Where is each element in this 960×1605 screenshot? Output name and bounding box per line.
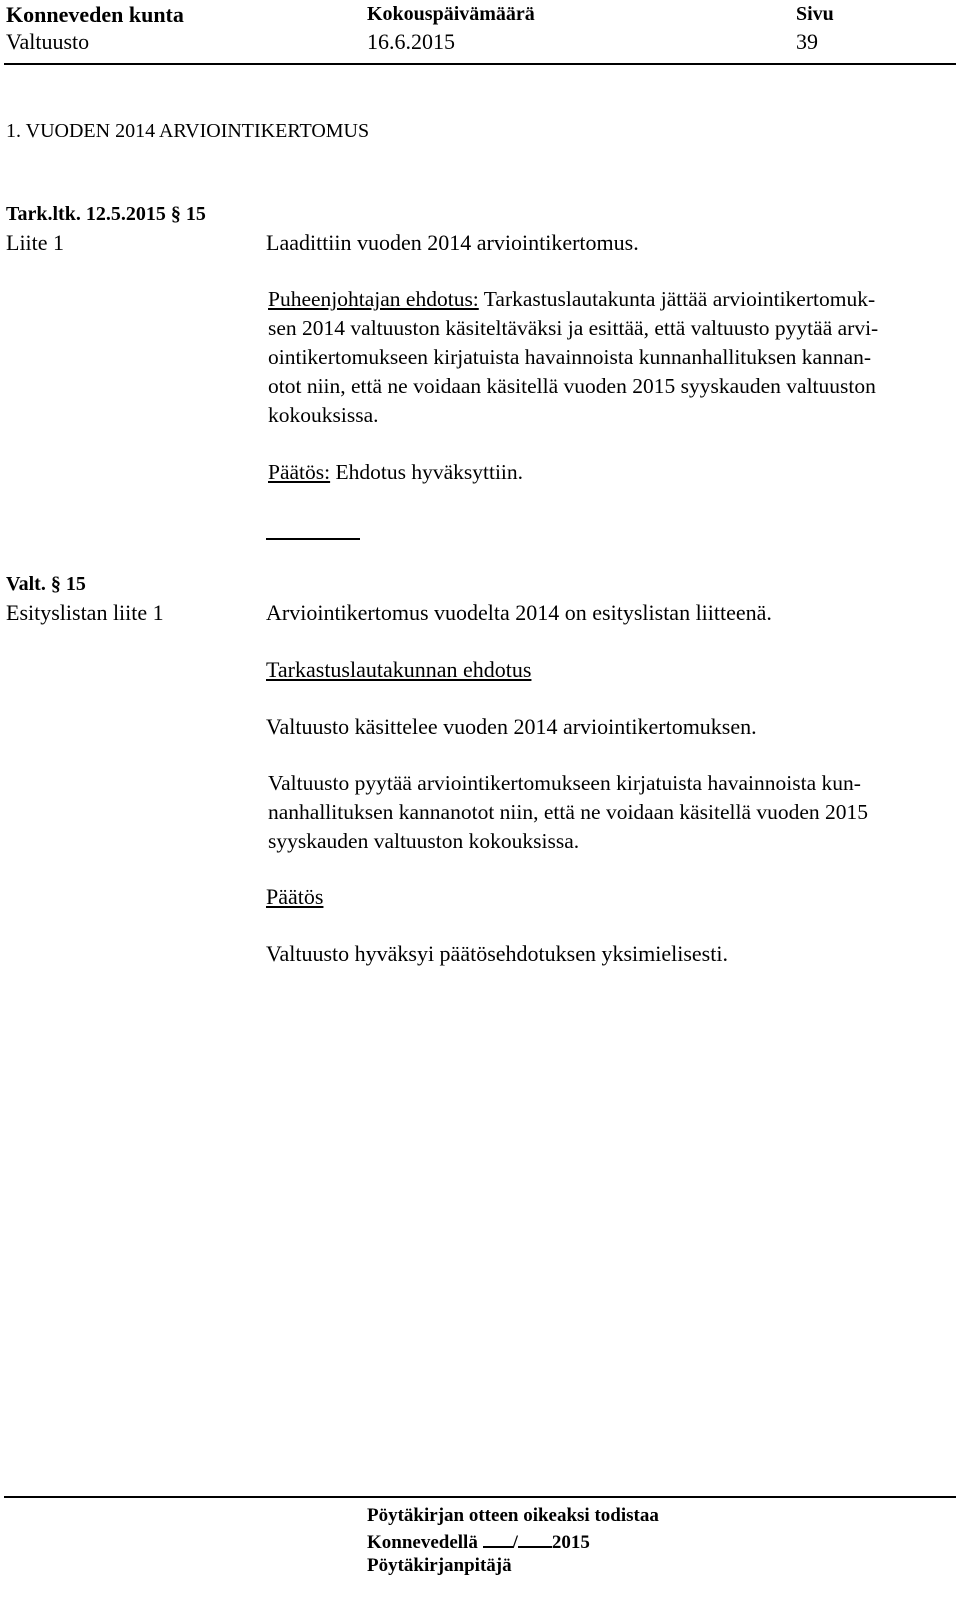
section-title: 1. VUODEN 2014 ARVIOINTIKERTOMUS [6,120,370,142]
certification-line: Pöytäkirjan otteen oikeaksi todistaa [367,1505,659,1526]
meeting-date: 16.6.2015 [367,29,455,54]
decision-label: Päätös: [268,460,331,484]
page-label: Sivu [796,3,834,25]
valt-decision-text: Valtuusto hyväksyi päätösehdotuksen yksimielisesti. [266,941,728,966]
tark-proposal-paragraph: Puheenjohtajan ehdotus: Tarkastuslautakunta jättää arviointikertomuk- sen 2014 valtuuston käsiteltäväksi ja esittää, että valtuusto pyytää arvi- ointikertomukseen kirjatuista havainnoista kunnanhallituksen kannan- otot niin, että ne voidaan käsitellä vuoden 2015 syyskauden valtuuston kokouksissa. [268,287,879,427]
day-blank [483,1528,513,1548]
tark-attachment-label: Liite 1 [6,230,65,255]
certification-place-date: Konnevedellä / 2015 [367,1528,590,1555]
section-divider [266,538,360,540]
valt-reference: Valt. § 15 [6,573,86,595]
tark-reference: Tark.ltk. 12.5.2015 § 15 [6,203,206,225]
org-name: Konneveden kunta [6,2,184,27]
valt-decision-heading: Päätös [266,884,324,909]
tark-intro: Laadittiin vuoden 2014 arviointikertomus. [266,230,639,255]
page-number: 39 [796,29,818,54]
valt-proposal-1: Valtuusto käsittelee vuoden 2014 arviointikertomuksen. [266,714,757,739]
secretary-label: Pöytäkirjanpitäjä [367,1555,512,1576]
tark-decision: Päätös: Ehdotus hyväksyttiin. [268,460,524,484]
header-rule [4,63,956,65]
valt-attachment-text: Arviointikertomus vuodelta 2014 on esityslistan liitteenä. [266,600,772,625]
proposal-label: Puheenjohtajan ehdotus: [268,287,479,311]
valt-proposal-2: Valtuusto pyytää arviointikertomukseen kirjatuista havainnoista kun- nanhallituksen kannanotot niin, että ne voidaan käsitellä vuoden 2015 syyskauden valtuuston kokouksissa. [268,771,869,853]
valt-attachment-label: Esityslistan liite 1 [6,600,164,625]
valt-proposal-heading: Tarkastuslautakunnan ehdotus [266,657,532,682]
date-label: Kokouspäivämäärä [367,3,535,25]
month-blank [518,1528,552,1548]
meeting-body: Valtuusto [6,29,90,54]
footer-rule [4,1496,956,1498]
